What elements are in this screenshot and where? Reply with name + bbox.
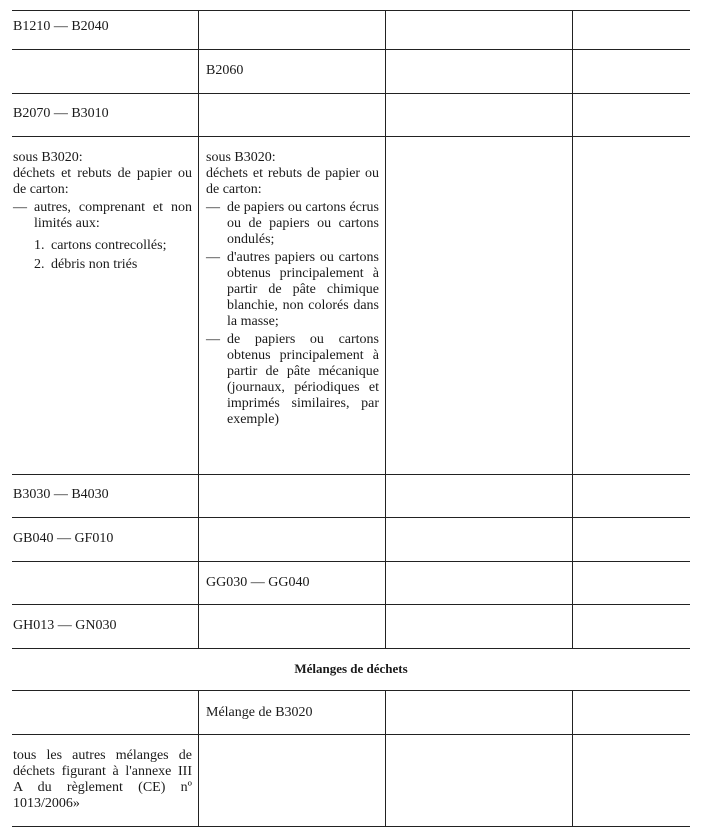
column-rule	[572, 690, 573, 826]
list-item-text: d'autres papiers ou cartons obtenus principalement à partir de pâte chimique blanchie, non colorés dans la masse;	[227, 250, 379, 329]
list-item	[34, 257, 192, 273]
table-rule	[12, 10, 690, 11]
dash-list	[206, 200, 379, 428]
dash-list	[13, 200, 192, 232]
list-item	[34, 238, 192, 254]
table-rule	[12, 561, 690, 562]
section-title: Mélanges de déchets	[294, 661, 408, 676]
column-rule	[198, 10, 199, 648]
list-item-text: débris non triés	[51, 257, 138, 272]
table-rule	[12, 690, 690, 691]
waste-code-range: B2060	[206, 63, 244, 78]
list-number: 2.	[34, 257, 45, 272]
waste-code-range: GB040 — GF010	[13, 531, 114, 546]
column-rule	[198, 690, 199, 826]
waste-code-range: GG030 — GG040	[206, 575, 310, 590]
list-number: 1.	[34, 238, 45, 253]
table-rule	[12, 826, 690, 827]
intro-line: sous B3020:	[206, 150, 276, 165]
waste-code-range: B2070 — B3010	[13, 106, 109, 121]
column-rule	[385, 10, 386, 648]
table-rule	[12, 49, 690, 50]
dash-marker: —	[206, 332, 220, 347]
table-rule	[12, 734, 690, 735]
b3020-description-left	[13, 150, 192, 273]
numbered-list	[34, 238, 192, 273]
intro-text: déchets et rebuts de papier ou de carton:	[206, 166, 379, 197]
waste-code-range: B1210 — B2040	[13, 19, 109, 34]
intro-text: déchets et rebuts de papier ou de carton:	[13, 166, 192, 197]
dash-marker: —	[206, 200, 220, 215]
list-item	[206, 200, 379, 248]
column-rule	[572, 10, 573, 648]
column-rule	[385, 690, 386, 826]
list-item	[206, 250, 379, 330]
list-item-text: de papiers ou cartons obtenus principalement à partir de pâte mécanique (journaux, périodiques et imprimés similaires, par exemple)	[227, 332, 379, 427]
waste-mixture: Mélange de B3020	[206, 705, 313, 720]
table-rule	[12, 648, 690, 649]
intro-line: sous B3020:	[13, 150, 83, 165]
table-rule	[12, 474, 690, 475]
dash-marker: —	[206, 250, 220, 265]
list-item-text: autres, comprenant et non limités aux:	[34, 200, 192, 231]
waste-code-range: GH013 — GN030	[13, 618, 117, 633]
table-rule	[12, 604, 690, 605]
table-rule	[12, 93, 690, 94]
list-item-text: cartons contrecollés;	[51, 238, 167, 253]
table-rule	[12, 136, 690, 137]
waste-code-range: B3030 — B4030	[13, 487, 109, 502]
table-rule	[12, 517, 690, 518]
dash-marker: —	[13, 200, 27, 215]
b3020-description-right	[206, 150, 379, 428]
other-mixtures-text: tous les autres mélanges de déchets figurant à l'annexe III A du règlement (CE) nº 1013/2006»	[13, 748, 192, 811]
list-item	[13, 200, 192, 232]
list-item-text: de papiers ou cartons écrus ou de papiers ou cartons ondulés;	[227, 200, 379, 247]
list-item	[206, 332, 379, 428]
